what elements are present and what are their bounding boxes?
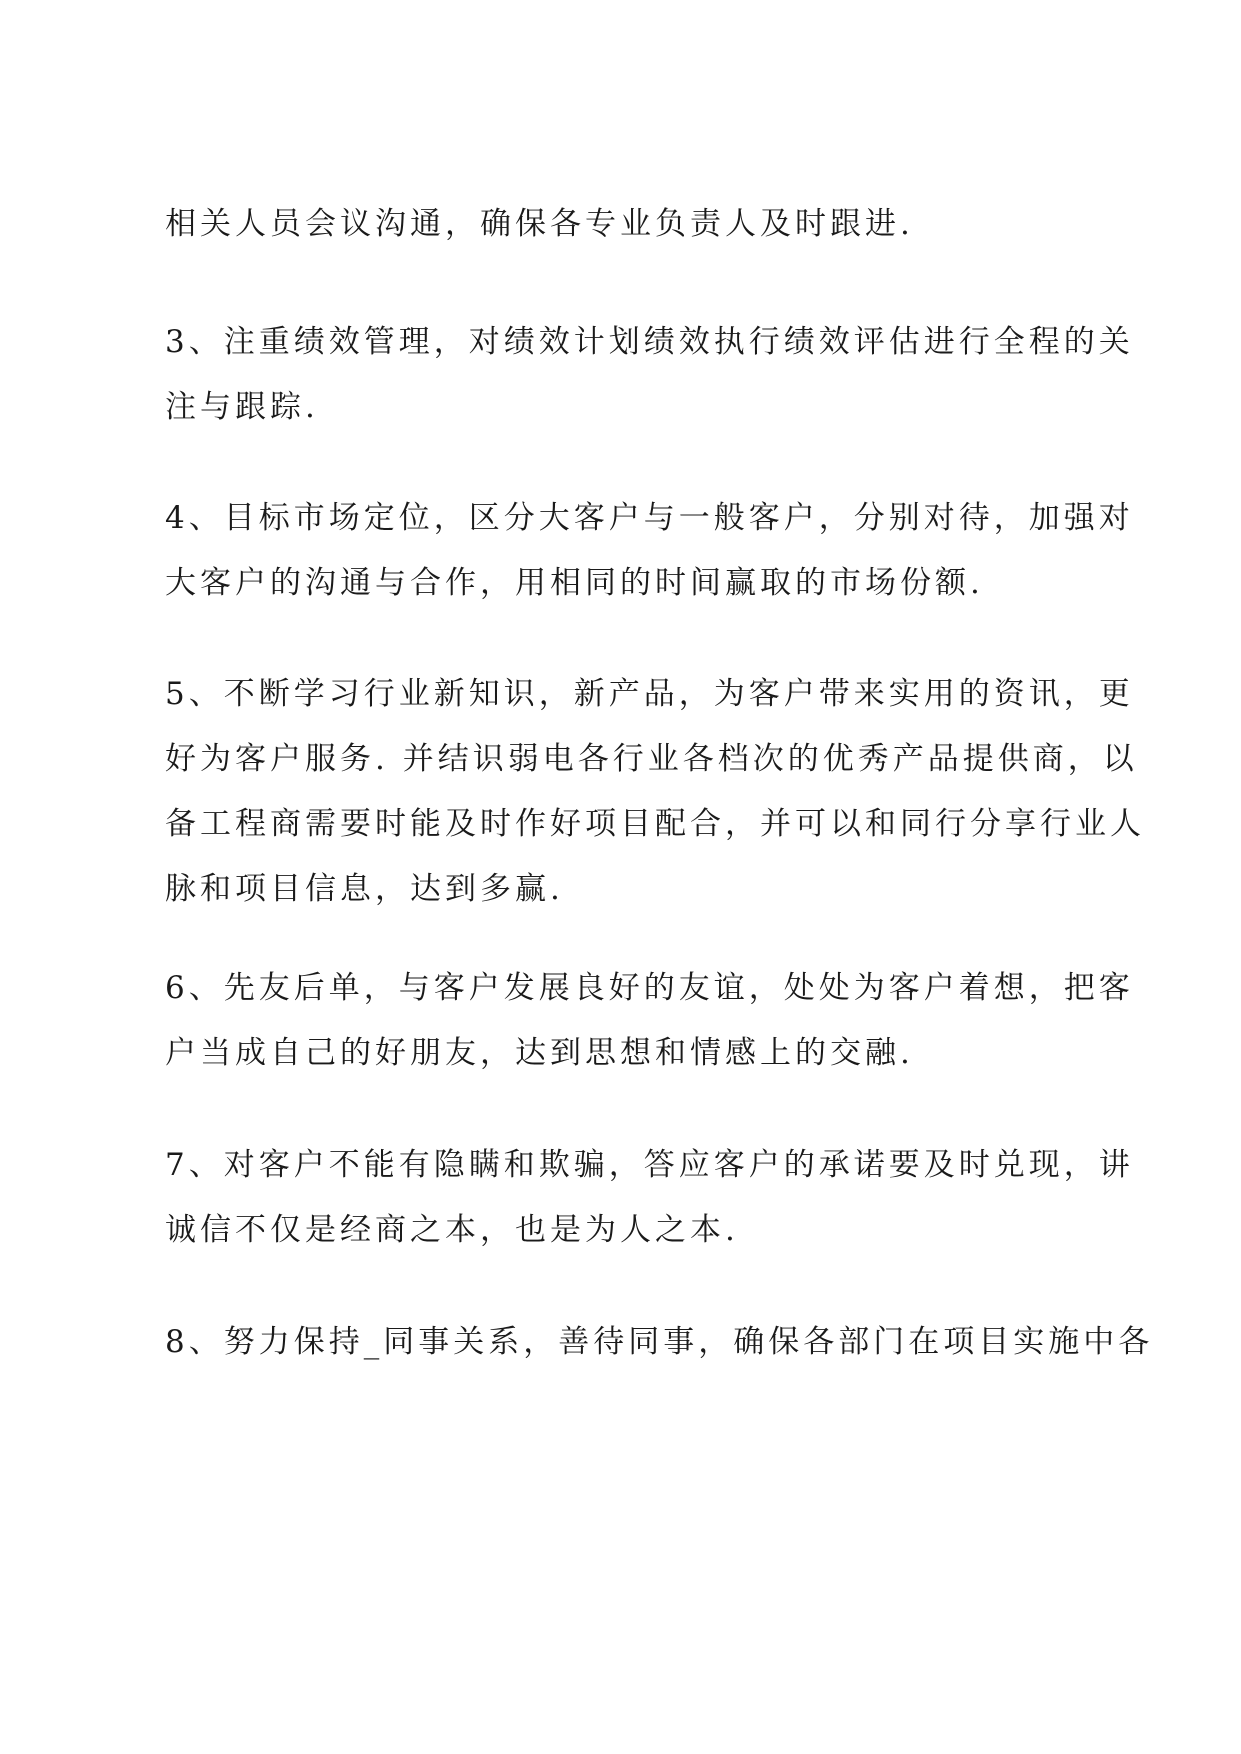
text-line: 诚信不仅是经商之本，也是为人之本. — [165, 1212, 739, 1248]
text-line: 好为客户服务. 并结识弱电各行业各档次的优秀产品提供商，以 — [165, 741, 1138, 777]
paragraph-item-7 — [165, 1133, 1134, 1263]
paragraph-item-3 — [165, 310, 1134, 440]
text-line: 4、目标市场定位，区分大客户与一般客户，分别对待，加强对 — [165, 500, 1134, 536]
text-line: 备工程商需要时能及时作好项目配合，并可以和同行分享行业人 — [165, 806, 1145, 842]
text-line: 户当成自己的好朋友，达到思想和情感上的交融. — [165, 1035, 914, 1071]
text-line: 注与跟踪. — [165, 389, 319, 425]
text-line: 8、努力保持_同事关系，善待同事，确保各部门在项目实施中各 — [165, 1324, 1154, 1360]
text-line: 5、不断学习行业新知识，新产品，为客户带来实用的资讯，更 — [165, 676, 1134, 712]
text-line: 相关人员会议沟通，确保各专业负责人及时跟进. — [165, 206, 914, 242]
paragraph-item-8 — [165, 1310, 1154, 1375]
paragraph-item-5 — [165, 662, 1145, 922]
text-line: 7、对客户不能有隐瞒和欺骗，答应客户的承诺要及时兑现，讲 — [165, 1147, 1134, 1183]
text-line: 大客户的沟通与合作，用相同的时间赢取的市场份额. — [165, 565, 984, 601]
text-line: 6、先友后单，与客户发展良好的友谊，处处为客户着想，把客 — [165, 970, 1134, 1006]
text-line: 脉和项目信息，达到多赢. — [165, 871, 564, 907]
paragraph-item-6 — [165, 956, 1134, 1086]
paragraph-continuation — [165, 192, 1095, 257]
text-line: 3、注重绩效管理，对绩效计划绩效执行绩效评估进行全程的关 — [165, 324, 1134, 360]
paragraph-item-4 — [165, 486, 1134, 616]
